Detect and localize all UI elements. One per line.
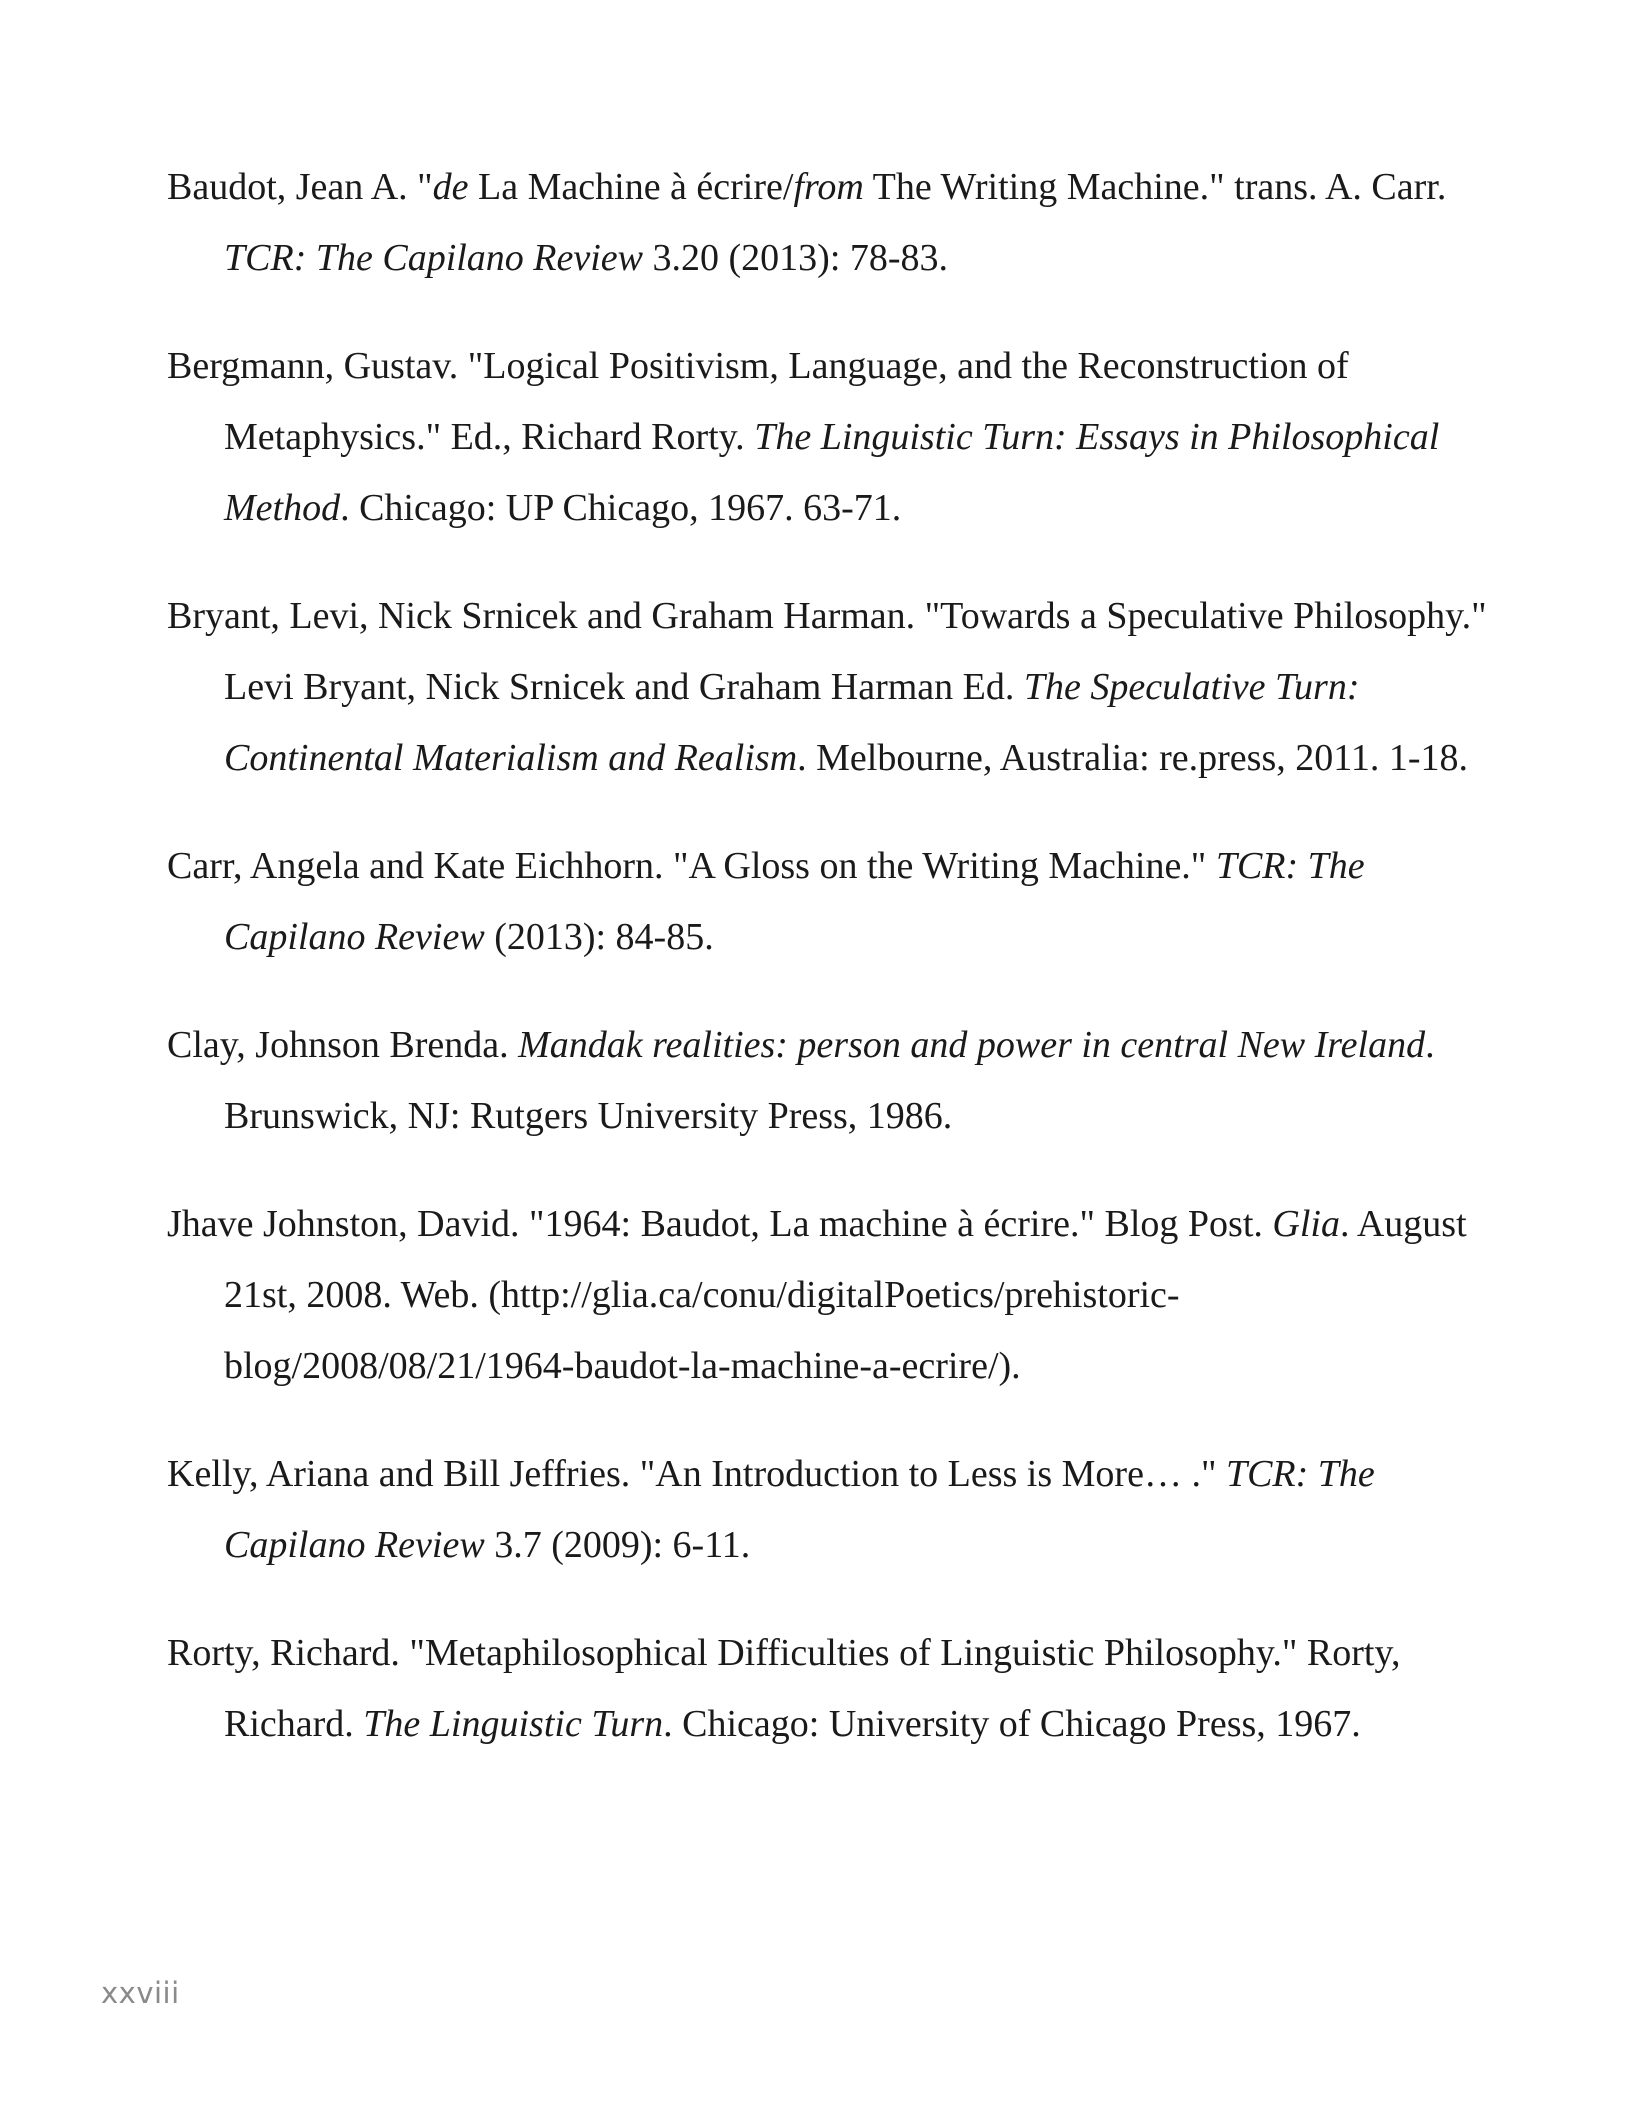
bibliography-entry [167, 1439, 1497, 1581]
entry-text: Kelly, Ariana and Bill Jeffries. "An Introduction to Less is More… ." [167, 1453, 1226, 1495]
entry-text: . Brunswick, NJ: Rutgers University Press, 1986. [224, 1024, 1435, 1137]
entry-text: Bergmann, Gustav. "Logical Positivism, Language, and the Reconstruction of Metaphysics." Ed., Richard Rorty. [167, 345, 1349, 458]
entry-text: Clay, Johnson Brenda. [167, 1024, 519, 1066]
entry-text: Rorty, Richard. "Metaphilosophical Difficulties of Linguistic Philosophy." Rorty, Richard. [167, 1632, 1401, 1745]
bibliography-entry [167, 1010, 1497, 1152]
entry-text: Jhave Johnston, David. "1964: Baudot, La machine à écrire." Blog Post. [167, 1203, 1273, 1245]
bibliography-entry [167, 331, 1497, 544]
entry-text: 3.20 (2013): 78-83. [643, 237, 949, 279]
entry-text: Carr, Angela and Kate Eichhorn. "A Gloss on the Writing Machine." [167, 845, 1216, 887]
entry-title-italic: TCR: The Capilano Review [224, 237, 644, 279]
entry-text: . Chicago: University of Chicago Press, 1967. [663, 1703, 1361, 1745]
entry-title-italic: TCR: The Capilano Review [224, 845, 1365, 958]
entry-text: (2013): 84-85. [484, 916, 714, 958]
entry-title-italic: from [793, 166, 864, 208]
entry-title-italic: Mandak realities: person and power in central New Ireland [518, 1024, 1426, 1066]
bibliography-entry [167, 1189, 1497, 1402]
entry-text: The Writing Machine." trans. A. Carr. [863, 166, 1447, 208]
bibliography-entry [167, 831, 1497, 973]
entry-text: . August 21st, 2008. Web. (http://glia.ca/conu/digitalPoetics/prehistoric-blog/2008/08/21/1964-baudot-la-machine-a-ecrire/). [224, 1203, 1467, 1387]
entry-title-italic: The Speculative Turn: Continental Materialism and Realism [224, 666, 1360, 779]
entry-text: La Machine à écrire/ [468, 166, 794, 208]
bibliography-list [167, 152, 1497, 1797]
entry-title-italic: de [432, 166, 469, 208]
page-number: xxviii [101, 1976, 180, 2010]
entry-text: . Melbourne, Australia: re.press, 2011. 1-18. [797, 737, 1468, 779]
entry-title-italic: The Linguistic Turn: Essays in Philosophical Method [224, 416, 1440, 529]
bibliography-entry [167, 1618, 1497, 1760]
entry-text: 3.7 (2009): 6-11. [484, 1524, 751, 1566]
entry-text: Bryant, Levi, Nick Srnicek and Graham Harman. "Towards a Speculative Philosophy." Levi Bryant, Nick Srnicek and Graham Harman Ed. [167, 595, 1487, 708]
bibliography-entry [167, 581, 1497, 794]
entry-text: Baudot, Jean A. " [167, 166, 433, 208]
entry-title-italic: The Linguistic Turn [363, 1703, 664, 1745]
entry-title-italic: Glia [1272, 1203, 1340, 1245]
entry-title-italic: TCR: The Capilano Review [224, 1453, 1375, 1566]
bibliography-entry [167, 152, 1497, 294]
entry-text: . Chicago: UP Chicago, 1967. 63-71. [340, 487, 902, 529]
